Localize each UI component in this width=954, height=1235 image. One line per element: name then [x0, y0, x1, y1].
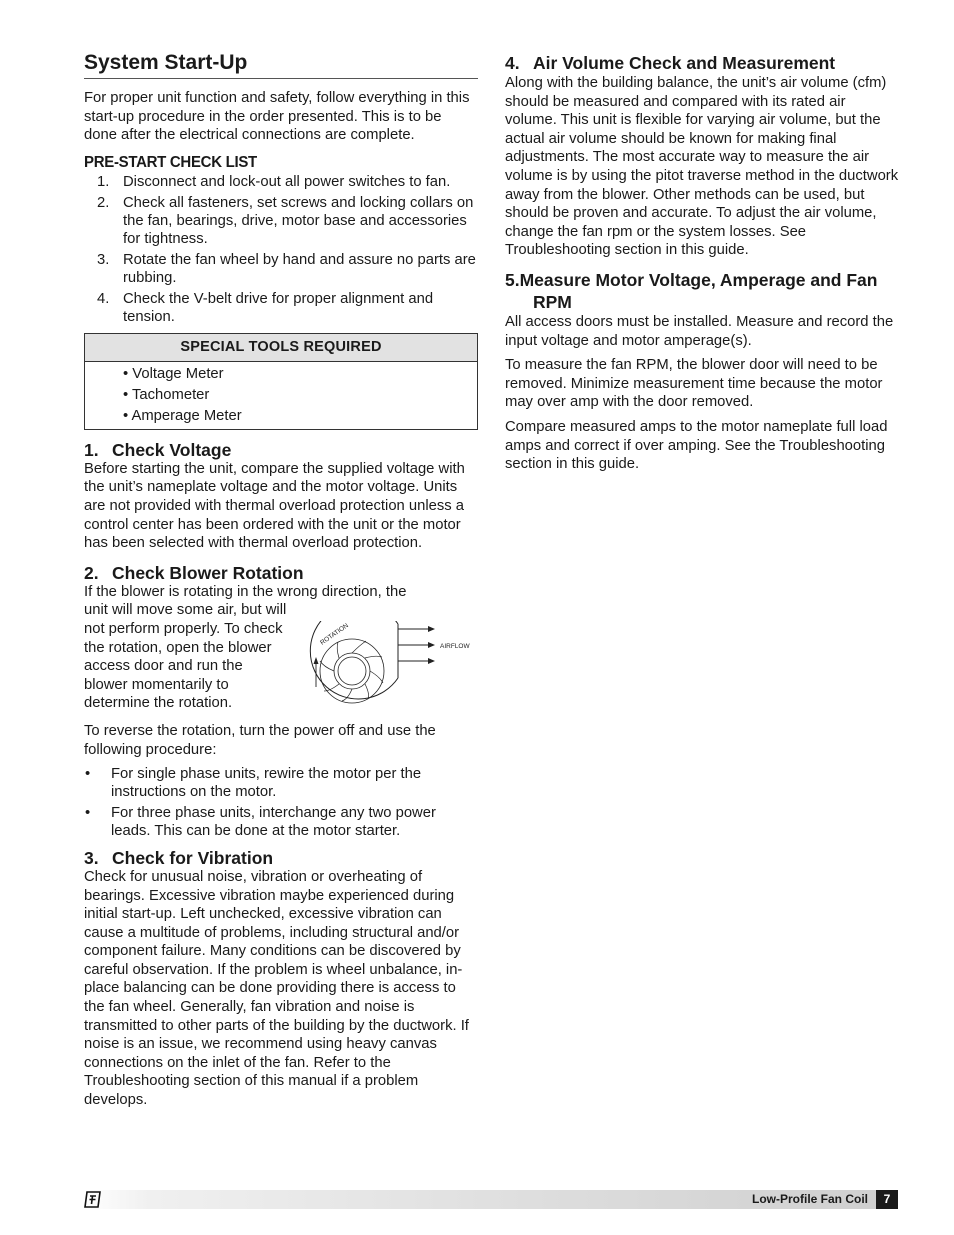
bullet-dot-icon: •: [85, 765, 91, 782]
tool-item: • Tachometer: [123, 386, 210, 403]
special-tools-heading: SPECIAL TOOLS REQUIRED: [85, 334, 477, 362]
checklist-item-number: 3.: [97, 251, 110, 268]
section-heading-vibration: [84, 848, 478, 868]
bullet-text: For single phase units, rewire the motor per the instructions on the motor.: [111, 765, 422, 801]
section-title: Check for Vibration: [112, 847, 274, 868]
rotation-block: [84, 601, 478, 722]
blower-rotation-diagram: [304, 621, 484, 721]
left-column: [84, 50, 478, 1110]
section-number: 3.: [84, 847, 99, 868]
section-number: 1.: [84, 439, 99, 460]
checklist-item-text: Rotate the fan wheel by hand and assure no parts are rubbing.: [123, 251, 476, 286]
special-tools-box: [84, 333, 478, 430]
special-tools-list: [85, 362, 477, 429]
checklist-item-number: 4.: [97, 290, 110, 307]
bullet-text: For three phase units, interchange any two power leads. This can be done at the motor starter.: [111, 804, 436, 840]
motor-paragraph-1: All access doors must be installed. Measure and record the input voltage and motor amperage(s).: [505, 313, 894, 349]
footer-doc-title: Low-Profile Fan Coil: [752, 1192, 868, 1206]
rotation-label: ROTATION: [319, 622, 350, 647]
section-title: Check Voltage: [112, 439, 232, 460]
air-volume-paragraph: Along with the building balance, the unit’s air volume (cfm) should be measured and compared with its rated air volume. This unit is flexible for varying air volume, but the actual air volume should be known for making final adjustments. The most accurate way to measure the air volume is by using the pitot traverse method in the ductwork away from the blower. Other methods can be used, but should be proven and accurate. To adjust the air volume, change the fan rpm or the system losses. See Troubleshooting section in this guide.: [505, 75, 899, 259]
reverse-rotation-list: [84, 765, 478, 841]
reverse-rotation-paragraph: To reverse the rotation, turn the power off and use the following procedure:: [84, 723, 436, 758]
bullet-item: [84, 804, 478, 841]
checklist-item: [84, 290, 478, 326]
airflow-label: AIRFLOW: [440, 643, 470, 651]
bullet-dot-icon: •: [85, 804, 91, 821]
rotation-paragraph: unit will move some air, but will not perform properly. To check the rotation, open the blower access door and run the blower momentarily to determine the rotation.: [84, 602, 287, 712]
rotation-paragraph-lead: If the blower is rotating in the wrong direction, the: [84, 583, 407, 600]
checklist: [84, 173, 478, 326]
tool-item: • Voltage Meter: [123, 365, 224, 382]
right-column: [505, 52, 900, 474]
section-heading-rotation: [84, 563, 478, 583]
title-divider: [84, 78, 478, 79]
checklist-item-number: 1.: [97, 173, 110, 190]
greenheck-logo-icon: [84, 1190, 102, 1209]
section-title: Check Blower Rotation: [112, 562, 304, 583]
airflow-arrows-icon: [398, 629, 430, 661]
fan-wheel-inner: [334, 653, 370, 689]
checklist-item-text: Check the V-belt drive for proper alignment and tension.: [123, 290, 434, 325]
section-heading-voltage: [84, 440, 478, 460]
section-heading-air-volume: [505, 52, 900, 74]
rotation-arrowhead-icon: [314, 657, 319, 664]
vibration-paragraph: Check for unusual noise, vibration or overheating of bearings. Excessive vibration maybe experienced during initial start-up. Left unchecked, excessive vibration can cause a multitude of problems, including structural and/or component failure. Many conditions can be discovered by careful observation. If the problem is wheel unbalance, in-place balancing can be done providing there is access to the fan wheel. Generally, fan vibration and noise is transmitted to other parts of the building by the ductwork. If noise is an issue, we recommend using heavy canvas connections on the inlet of the fan. Refer to the Troubleshooting section of this manual if a problem develops.: [84, 868, 469, 1109]
checklist-item-text: Check all fasteners, set screws and locking collars on the fan, bearings, drive, motor base and accessories for tightness.: [123, 194, 474, 247]
fan-hub: [338, 657, 366, 685]
page-footer: [84, 1190, 898, 1209]
checklist-item: [84, 251, 478, 287]
section-title: Air Volume Check and Measurement: [533, 53, 836, 73]
checklist-item: [84, 173, 478, 191]
checklist-heading: PRE-START CHECK LIST: [84, 153, 257, 172]
checklist-item: [84, 194, 478, 248]
motor-paragraph-2: To measure the fan RPM, the blower door will need to be removed. Minimize measurement time because the motor may over amp with the door removed.: [505, 357, 883, 411]
checklist-item-text: Disconnect and lock-out all power switches to fan.: [123, 173, 451, 190]
page-title: System Start-Up: [84, 51, 248, 74]
section-title: Measure Motor Voltage, Amperage and Fan RPM: [519, 269, 878, 312]
section-number: 5.: [505, 269, 520, 290]
section-number: 4.: [505, 53, 520, 73]
section-number: 2.: [84, 562, 99, 583]
motor-paragraph-3: Compare measured amps to the motor nameplate full load amps and correct if over amping. See the Troubleshooting section in this guide.: [505, 418, 888, 473]
blower-housing: [310, 621, 398, 699]
checklist-item-number: 2.: [97, 194, 110, 211]
bullet-item: [84, 765, 478, 802]
voltage-paragraph: Before starting the unit, compare the supplied voltage with the unit’s nameplate voltage and the motor voltage. Units are not provided with thermal overload protection unless a control center has been ordered with the unit or the motor has been selected with thermal overload protection.: [84, 460, 465, 552]
fan-wheel-outer: [320, 639, 384, 703]
page-number: 7: [876, 1190, 898, 1209]
section-heading-motor: [505, 269, 900, 313]
fan-blades: [320, 641, 383, 701]
tool-item: • Amperage Meter: [123, 407, 242, 424]
intro-paragraph: For proper unit function and safety, follow everything in this start-up procedure in the order presented. This is to be done after the electrical connections are complete.: [84, 90, 470, 144]
